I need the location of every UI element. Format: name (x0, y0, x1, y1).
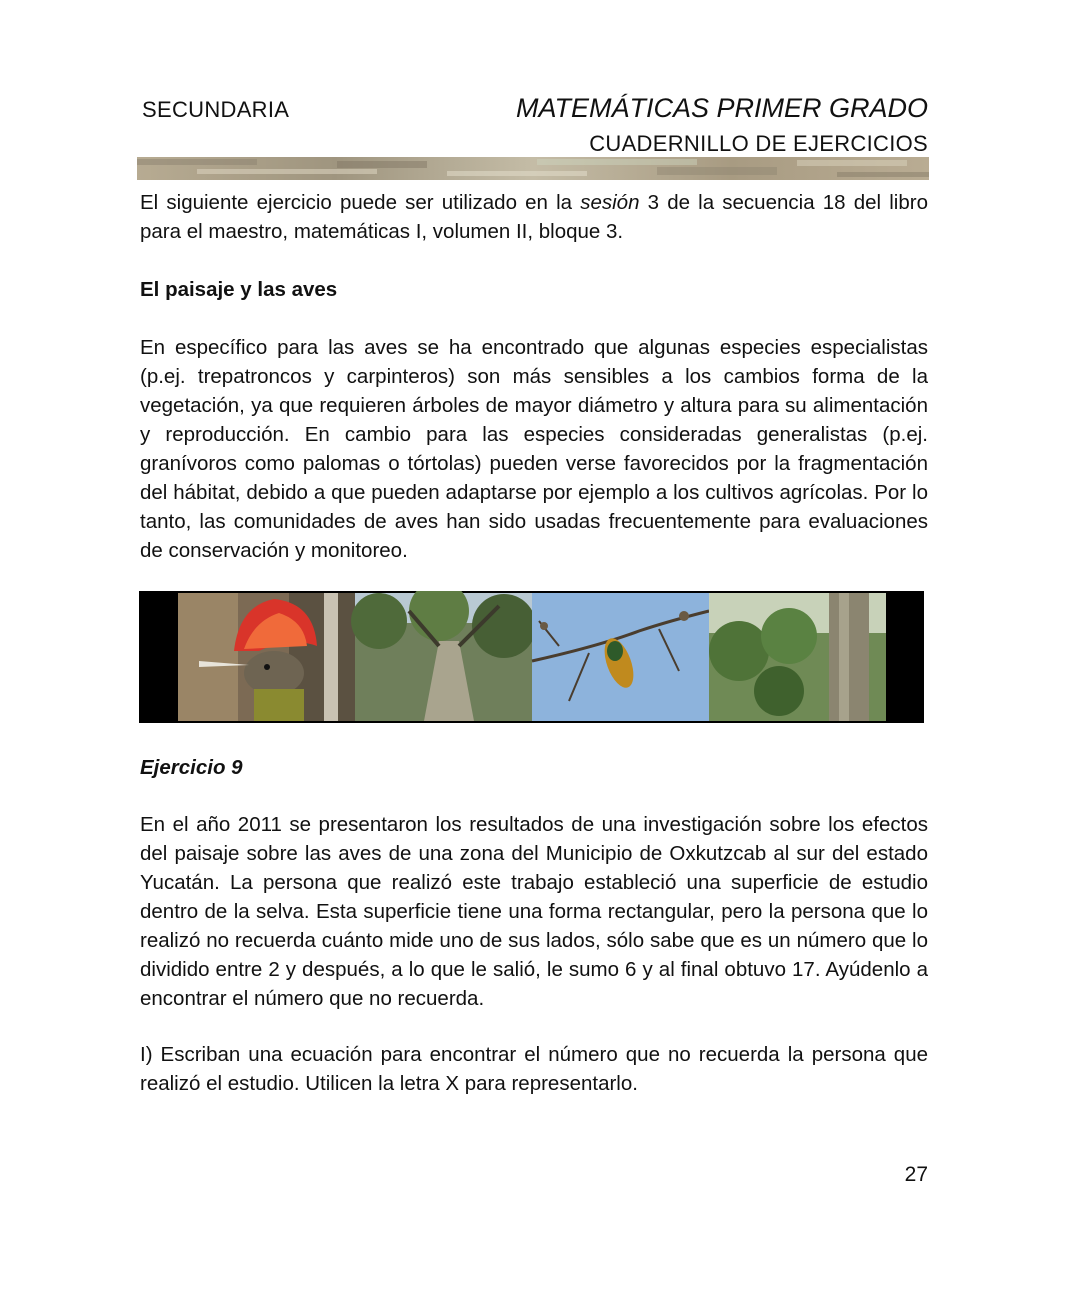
header-subtitle: CUADERNILLO DE EJERCICIOS (589, 131, 928, 156)
birds-photo-strip (139, 591, 924, 723)
paragraph-question: I) Escriban una ecuación para encontrar el número que no recuerda la persona que realizó el estudio. Utilicen la letra X para representarlo. (140, 1043, 928, 1095)
forest-trunk-photo (709, 593, 886, 721)
exercise-title: Ejercicio 9 (140, 756, 243, 779)
paragraph-exercise: En el año 2011 se presentaron los resultados de una investigación sobre los efectos del paisaje sobre las aves de una zona del Municipio de Oxkutzcab al sur del estado Yucatán. La persona que realizó este trabajo estableció una superficie de estudio dentro de la selva. Esta superficie tiene una forma rectangular, pero la persona que lo realizó no recuerda cuánto mide uno de sus lados, sólo sabe que es un número que lo dividido entre 2 y después, a lo que le salió, le sumo 6 y al final obtuvo 17. Ayúdenlo a encontrar el número que no recuerda. (140, 813, 928, 1010)
bird-branch-photo (532, 593, 709, 721)
header-title: MATEMÁTICAS PRIMER GRADO (515, 93, 928, 123)
bird-crest-photo (178, 593, 355, 721)
header-level: SECUNDARIA (142, 97, 290, 122)
tree-canopy-photo (351, 591, 536, 721)
intro-italic-word: sesión (580, 191, 640, 214)
paragraph-birds: En específico para las aves se ha encontrado que algunas especies especialistas (p.ej. trepatroncos y carpinteros) son más sensibles a los cambios forma de la vegetación, ya que requieren árboles de mayor diámetro y altura para su alimentación y reproducción. En cambio para las especies consideradas generalistas (p.ej. granívoros como palomas o tórtolas) pueden verse favorecidos por la fragmentación del hábitat, debido a que pueden adaptarse por ejemplo a los cultivos agrícolas. Por lo tanto, las comunidades de aves han sido usadas frecuentemente para evaluaciones de conservación y monitoreo. (140, 336, 928, 562)
intro-paragraph: El siguiente ejercicio puede ser utilizado en la sesión 3 de la secuencia 18 del libro para el maestro, matemáticas I, volumen II, bloque 3. (140, 191, 928, 243)
section-title: El paisaje y las aves (140, 278, 338, 301)
page-number: 27 (904, 1163, 928, 1186)
header-banner-image (137, 157, 929, 180)
